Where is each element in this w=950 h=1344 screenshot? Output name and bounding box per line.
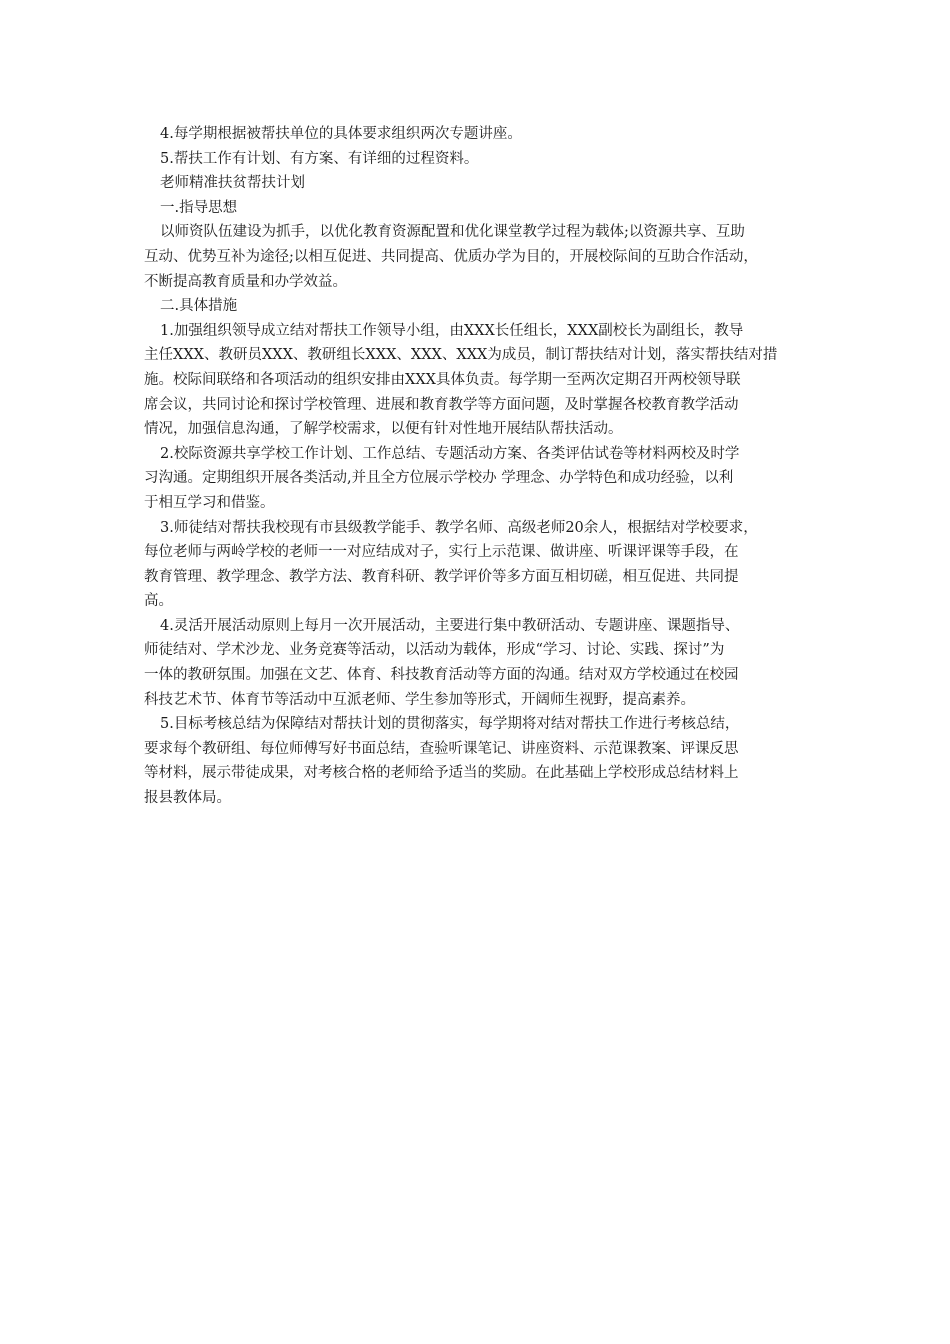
text-line: 施。校际间联络和各项活动的组织安排由XXX具体负责。每学期一至两次定期召开两校领导联 bbox=[144, 371, 741, 388]
text-line: 5.目标考核总结为保障结对帮扶计划的贯彻落实，每学期将对结对帮扶工作进行考核总结， bbox=[160, 716, 740, 733]
text-line: 科技艺术节、体育节等活动中互派老师、学生参加等形式，开阔师生视野，提高素养。 bbox=[144, 691, 695, 708]
text-line: 3.师徒结对帮扶我校现有市县级教学能手、教学名师、高级老师20余人，根据结对学校要求， bbox=[160, 519, 758, 536]
text-line: 2.校际资源共享学校工作计划、工作总结、专题活动方案、各类评估试卷等材料两校及时学 bbox=[160, 445, 740, 462]
text-line: 不断提高教育质量和办学效益。 bbox=[144, 273, 347, 290]
text-line: 习沟通。定期组织开展各类活动,并且全方位展示学校办 学理念、办学特色和成功经验，以利 bbox=[144, 470, 734, 487]
text-line: 5.帮扶工作有计划、有方案、有详细的过程资料。 bbox=[160, 150, 479, 167]
text-line: 一.指导思想 bbox=[160, 199, 238, 216]
text-line: 高。 bbox=[144, 593, 173, 610]
text-line: 于相互学习和借鉴。 bbox=[144, 494, 275, 511]
text-line: 每位老师与两岭学校的老师一一对应结成对子，实行上示范课、做讲座、听课评课等手段，在 bbox=[144, 544, 739, 561]
text-line: 1.加强组织领导成立结对帮扶工作领导小组，由XXX长任组长，XXX副校长为副组长，教导 bbox=[160, 322, 744, 339]
text-line: 教育管理、教学理念、教学方法、教育科研、教学评价等多方面互相切磋，相互促进、共同提 bbox=[144, 568, 739, 585]
text-line: 4.灵活开展活动原则上每月一次开展活动，主要进行集中教研活动、专题讲座、课题指导、 bbox=[160, 617, 740, 634]
text-line: 情况，加强信息沟通，了解学校需求，以便有针对性地开展结队帮扶活动。 bbox=[144, 421, 623, 438]
text-line: 师徒结对、学术沙龙、业务竞赛等活动，以活动为载体，形成“学习、讨论、实践、探讨”为 bbox=[144, 642, 725, 659]
text-line: 主任XXX、教研员XXX、教研组长XXX、XXX、XXX为成员，制订帮扶结对计划，落实帮扶结对措 bbox=[144, 347, 778, 364]
text-line: 报县教体局。 bbox=[144, 790, 231, 807]
text-line: 老师精准扶贫帮扶计划 bbox=[160, 175, 305, 192]
text-line: 二.具体措施 bbox=[160, 298, 238, 315]
text-line: 一体的教研氛围。加强在文艺、体育、科技教育活动等方面的沟通。结对双方学校通过在校园 bbox=[144, 667, 739, 684]
text-line: 要求每个教研组、每位师傅写好书面总结，查验听课笔记、讲座资料、示范课教案、评课反思 bbox=[144, 740, 739, 757]
document-page bbox=[144, 122, 820, 811]
text-line: 互动、优势互补为途径;以相互促进、共同提高、优质办学为目的，开展校际间的互助合作活动， bbox=[144, 248, 758, 265]
text-line: 4.每学期根据被帮扶单位的具体要求组织两次专题讲座。 bbox=[160, 126, 522, 142]
text-line: 等材料，展示带徒成果，对考核合格的老师给予适当的奖励。在此基础上学校形成总结材料上 bbox=[144, 765, 739, 782]
text-line: 以师资队伍建设为抓手，以优化教育资源配置和优化课堂教学过程为载体;以资源共享、互助 bbox=[160, 224, 745, 241]
text-line: 席会议，共同讨论和探讨学校管理、进展和教育教学等方面问题，及时掌握各校教育教学活动 bbox=[144, 396, 739, 413]
